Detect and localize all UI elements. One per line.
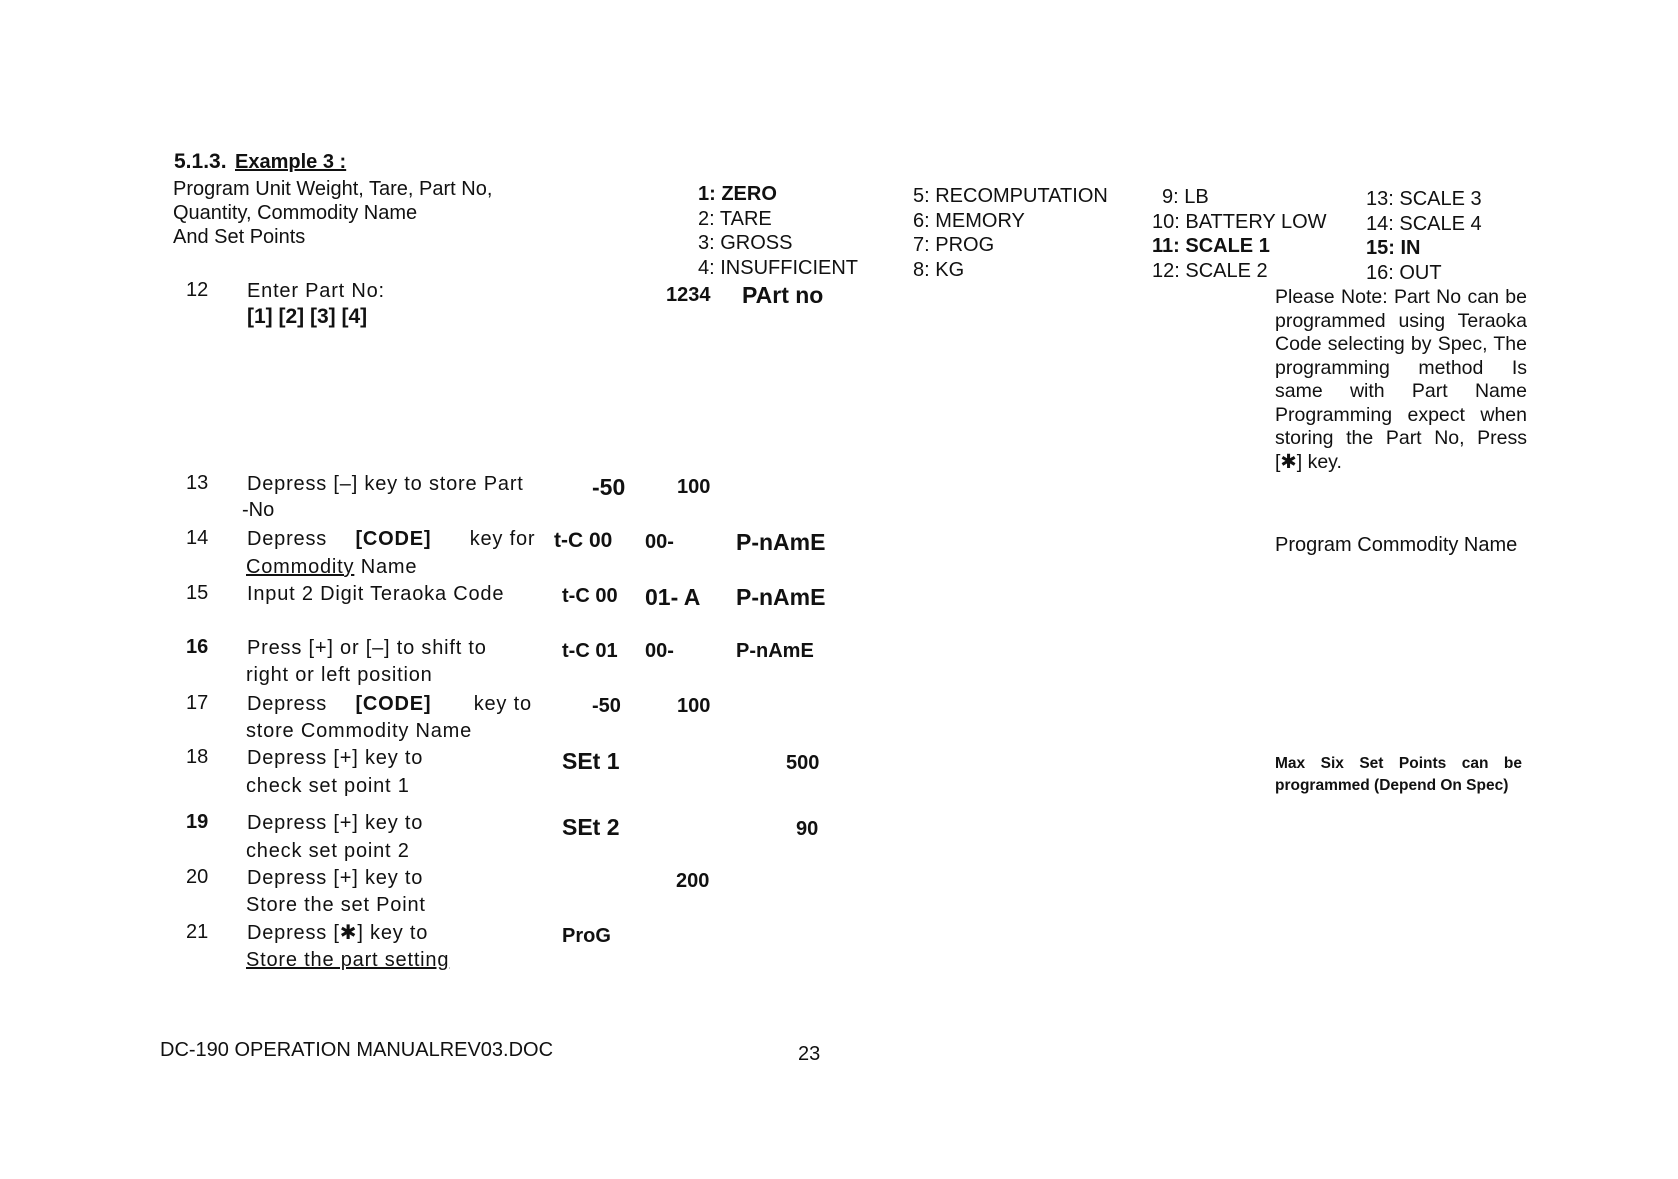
step-word: Depress: [247, 693, 328, 715]
legend-item: 7: PROG: [913, 234, 995, 256]
legend-col-1: [698, 182, 858, 280]
step-word: key to: [473, 693, 532, 715]
legend-item: 10: BATTERY LOW: [1152, 210, 1327, 233]
step-number: 17: [186, 692, 209, 714]
step-number: 18: [186, 746, 209, 768]
section-number: 5.1.3.: [174, 150, 227, 173]
display-value: 200: [676, 870, 710, 892]
footer-doc-name: DC-190 OPERATION MANUALREV03.DOC: [160, 1039, 554, 1061]
display-value: 100: [677, 695, 711, 717]
note-commodity: Program Commodity Name: [1275, 534, 1518, 556]
step-text: Depress [–] key to store Part: [247, 473, 524, 495]
step-text: Input 2 Digit Teraoka Code: [247, 583, 505, 605]
legend-item: 1: ZERO: [698, 183, 777, 205]
step-text: check set point 1: [246, 775, 410, 797]
display-value: 500: [786, 752, 820, 774]
code-key: [CODE]: [355, 528, 432, 550]
display-value: t-C 01: [562, 640, 618, 662]
legend-item: 11: SCALE 1: [1152, 235, 1270, 257]
step-text: Enter Part No:: [247, 280, 385, 302]
step-word: Depress: [247, 528, 328, 550]
step-text: Store the part setting: [246, 949, 450, 971]
page-number: 23: [798, 1043, 821, 1065]
legend-col-4: [1366, 187, 1482, 285]
display-value: 00-: [645, 531, 674, 553]
step-text: Press [+] or [–] to shift to: [247, 637, 487, 659]
intro-line-2: Quantity, Commodity Name: [173, 202, 418, 224]
step-text: [247, 528, 535, 551]
display-value: 00-: [645, 640, 674, 662]
step-text: Depress [+] key to: [247, 867, 424, 889]
legend-col-3: [1152, 185, 1327, 283]
step-text: -No: [242, 499, 275, 521]
legend-item: 15: IN: [1366, 237, 1421, 259]
step-number: 15: [186, 582, 209, 604]
step-text: [247, 693, 532, 716]
legend-item: 13: SCALE 3: [1366, 188, 1482, 210]
legend-col-2: [913, 184, 1108, 282]
step-number: 12: [186, 279, 209, 301]
section-title: Example 3 :: [235, 151, 347, 173]
display-value: PArt no: [742, 282, 824, 308]
step-text: Depress [+] key to: [247, 747, 424, 769]
legend-item: 16: OUT: [1366, 261, 1442, 284]
step-number: 16: [186, 636, 209, 658]
display-value: t-C 00: [554, 529, 613, 552]
display-value: 01- A: [645, 584, 701, 610]
step-number: 14: [186, 527, 209, 549]
legend-item: 6: MEMORY: [913, 209, 1025, 232]
display-value: SEt 2: [562, 814, 620, 840]
section-heading: [174, 150, 346, 174]
step-word: Name: [360, 556, 418, 578]
code-key: [CODE]: [355, 693, 432, 715]
legend-item: 9: LB: [1162, 186, 1209, 208]
legend-item: 12: SCALE 2: [1152, 259, 1268, 282]
intro-line-3: And Set Points: [173, 226, 306, 248]
step-text: [246, 556, 417, 579]
display-value: 100: [677, 476, 711, 498]
note-set-points: Max Six Set Points can be programmed (Depend On Spec): [1275, 755, 1522, 794]
step-number: 21: [186, 921, 209, 943]
step-text: store Commodity Name: [246, 720, 473, 742]
display-value: SEt 1: [562, 748, 620, 774]
step-text: check set point 2: [246, 840, 410, 862]
legend-item: 5: RECOMPUTATION: [913, 185, 1108, 207]
step-number: 20: [186, 866, 209, 888]
legend-item: 8: KG: [913, 258, 965, 281]
step-number: 19: [186, 811, 209, 833]
step-word: Commodity: [246, 556, 355, 578]
step-number: 13: [186, 472, 209, 494]
legend-item: 3: GROSS: [698, 232, 793, 254]
display-value: ProG: [562, 925, 611, 947]
display-value: P-nAmE: [736, 529, 826, 555]
intro-line-1: Program Unit Weight, Tare, Part No,: [173, 178, 493, 200]
display-value: 90: [796, 818, 819, 840]
legend-item: 2: TARE: [698, 207, 772, 230]
step-text: right or left position: [246, 664, 433, 686]
step-text: Depress [✱] key to: [247, 922, 429, 944]
legend-item: 14: SCALE 4: [1366, 212, 1482, 235]
display-value: -50: [592, 695, 621, 717]
display-value: P-nAmE: [736, 640, 814, 662]
legend-item: 4: INSUFFICIENT: [698, 256, 859, 279]
display-value: P-nAmE: [736, 584, 826, 610]
note-part-no: Please Note: Part No can be programmed using Teraoka Code selecting by Spec, The programming method Is same with Part Name Programming expect when storing the Part No, Press [✱] key.: [1275, 286, 1527, 473]
step-text: Store the set Point: [246, 894, 426, 916]
display-value: -50: [592, 474, 626, 500]
display-value: 1234: [666, 284, 711, 306]
step-text: Depress [+] key to: [247, 812, 424, 834]
step-word: key for: [469, 528, 536, 550]
display-value: t-C 00: [562, 585, 618, 607]
step-keys: [1] [2] [3] [4]: [247, 305, 368, 328]
